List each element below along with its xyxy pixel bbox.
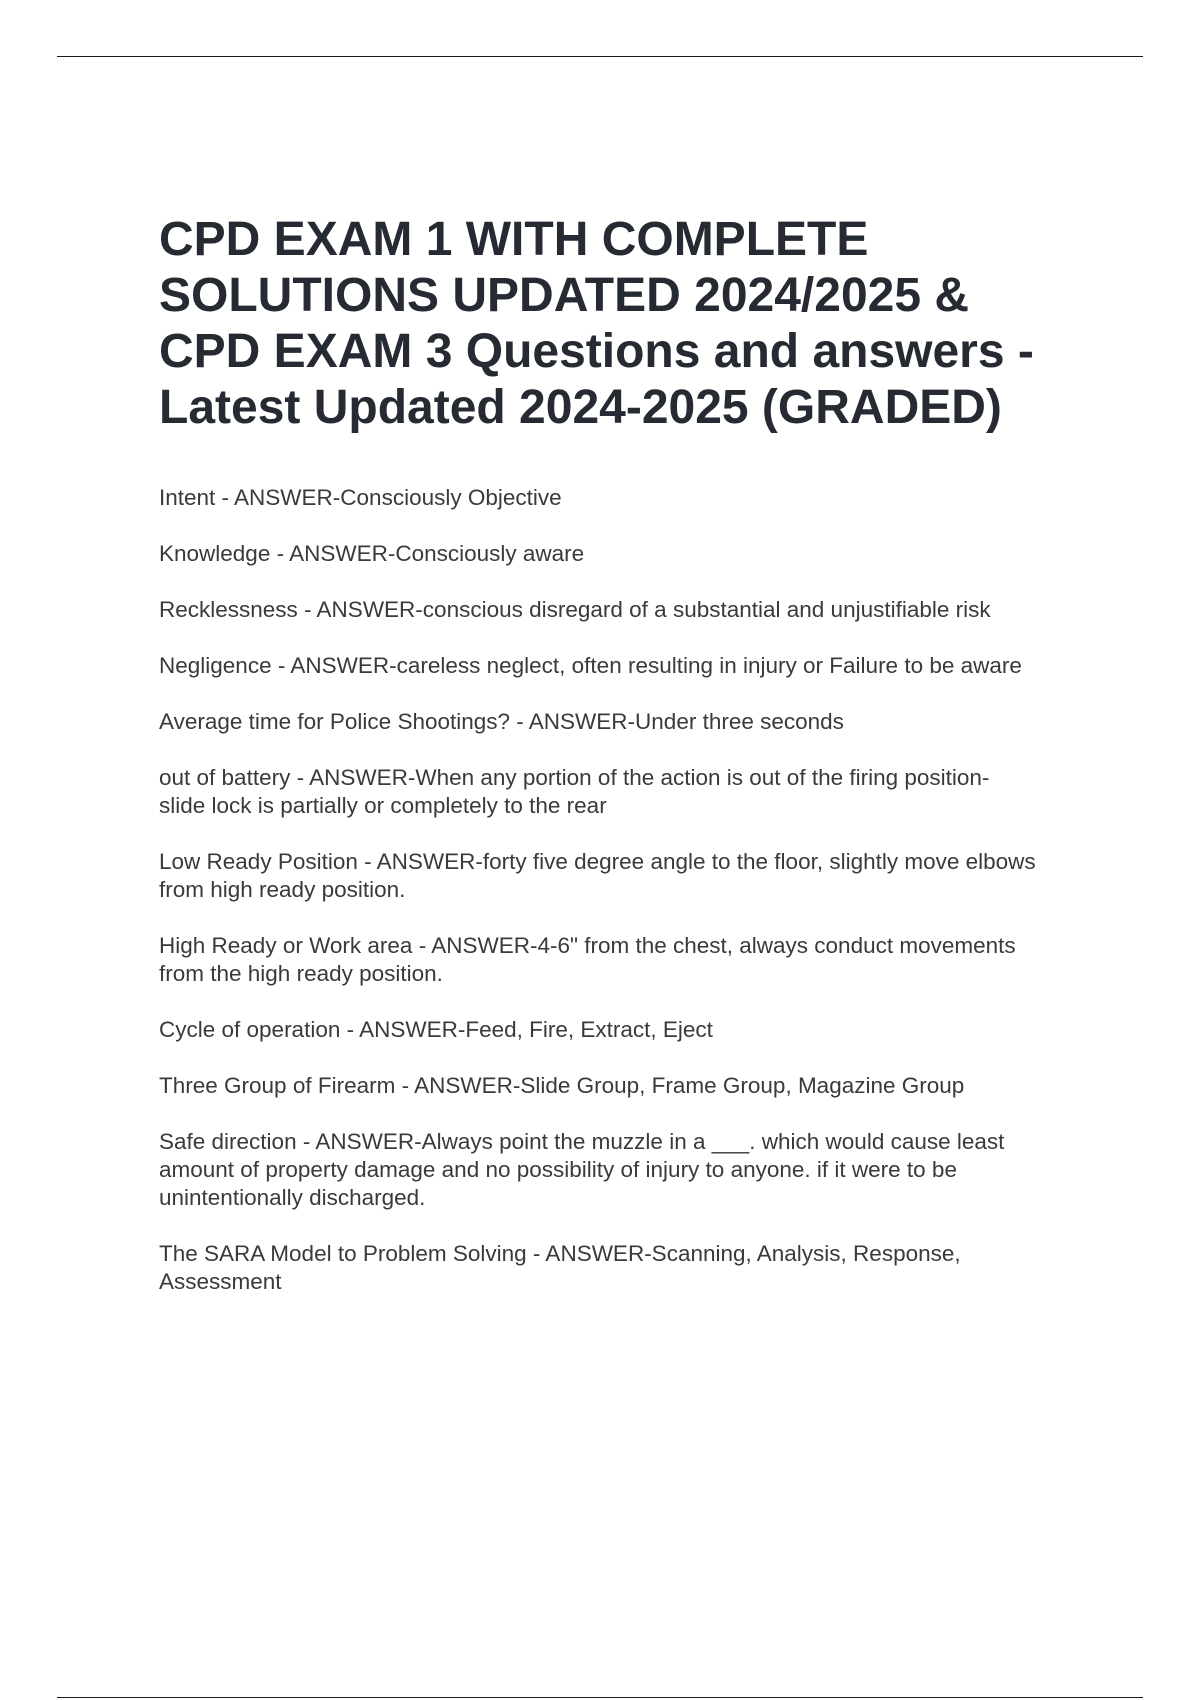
qa-item: Three Group of Firearm - ANSWER-Slide Group, Frame Group, Magazine Group [159, 1073, 965, 1098]
document-body [159, 212, 1039, 1324]
qa-item: Negligence - ANSWER-careless neglect, often resulting in injury or Failure to be aware [159, 653, 1022, 678]
qa-item: Safe direction - ANSWER-Always point the muzzle in a ___. which would cause least amount of property damage and no possibility of injury to anyone. if it were to be unintentionally discharged. [159, 1129, 1005, 1210]
qa-item: Knowledge - ANSWER-Consciously aware [159, 541, 585, 566]
document-title: CPD EXAM 1 WITH COMPLETE SOLUTIONS UPDATED 2024/2025 & CPD EXAM 3 Questions and answers - Latest Updated 2024-2025 (GRADED) [159, 213, 1034, 434]
qa-item: Low Ready Position - ANSWER-forty five degree angle to the floor, slightly move elbows from high ready position. [159, 849, 1036, 902]
qa-item: Average time for Police Shootings? - ANSWER-Under three seconds [159, 709, 844, 734]
qa-item: Cycle of operation - ANSWER-Feed, Fire, Extract, Eject [159, 1017, 713, 1042]
footer-rule [57, 1697, 1143, 1698]
qa-list [159, 484, 1039, 1296]
qa-item: Recklessness - ANSWER-conscious disregard of a substantial and unjustifiable risk [159, 597, 991, 622]
qa-item: out of battery - ANSWER-When any portion of the action is out of the firing position- slide lock is partially or completely to the rear [159, 765, 990, 818]
qa-item: High Ready or Work area - ANSWER-4-6" from the chest, always conduct movements from the high ready position. [159, 933, 1016, 986]
qa-item: Intent - ANSWER-Consciously Objective [159, 485, 562, 510]
qa-item: The SARA Model to Problem Solving - ANSWER-Scanning, Analysis, Response, Assessment [159, 1241, 961, 1294]
header-rule [57, 56, 1143, 57]
